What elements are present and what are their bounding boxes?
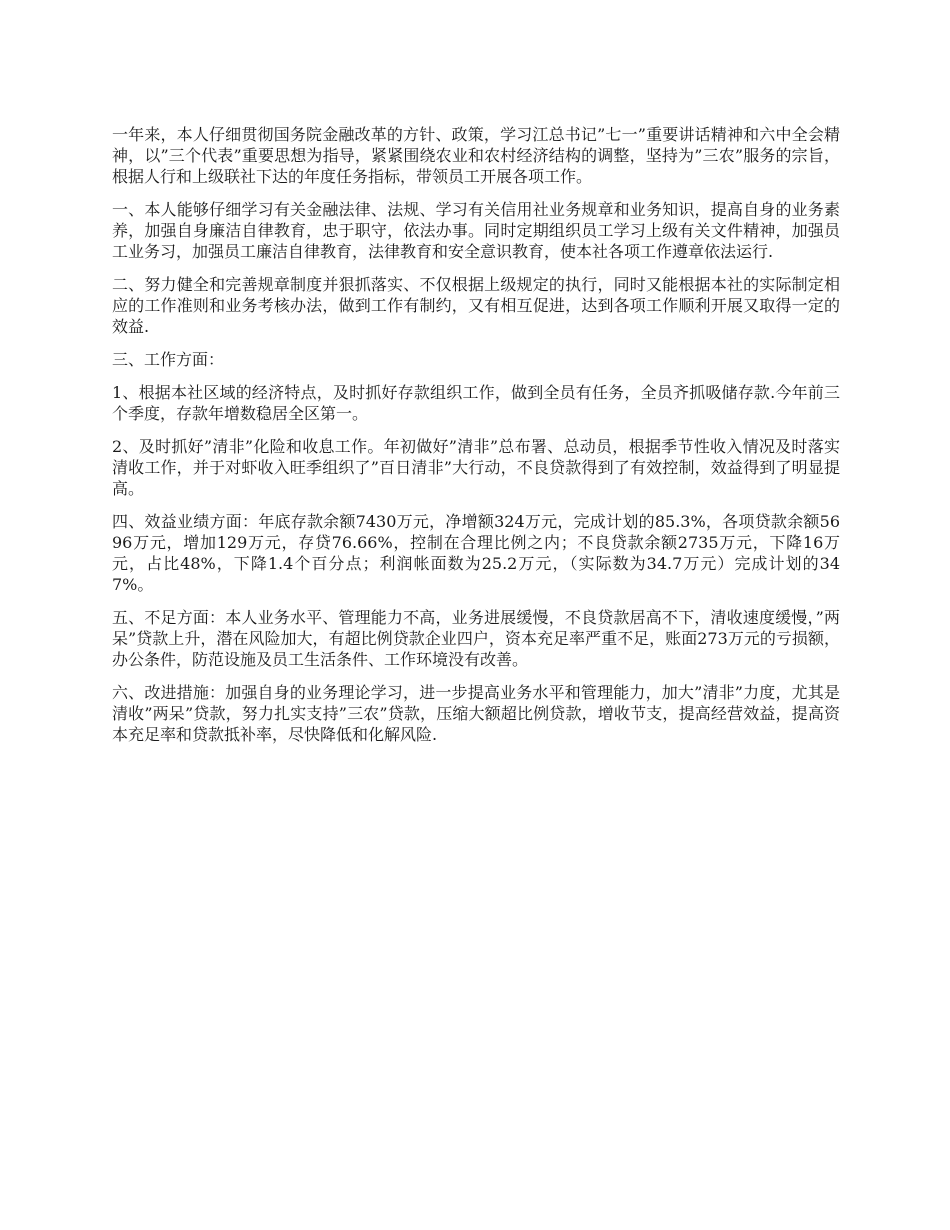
- paragraph-intro: 一年来，本人仔细贯彻国务院金融改革的方针、政策，学习江总书记”七一”重要讲话精神和六中全会精神，以”三个代表”重要思想为指导，紧紧围绕农业和农村经济结构的调整，坚持为”三农”服务的宗旨，根据人行和上级联社下达的年度任务指标，带领员工开展各项工作。: [112, 125, 840, 186]
- paragraph-section-1: 一、本人能够仔细学习有关金融法律、法规、学习有关信用社业务规章和业务知识，提高自身的业务素养，加强自身廉洁自律教育，忠于职守，依法办事。同时定期组织员工学习上级有关文件精神，加强员工业务习，加强员工廉洁自律教育，法律教育和安全意识教育，使本社各项工作遵章依法运行.: [112, 200, 840, 261]
- paragraph-section-6: 六、改进措施：加强自身的业务理论学习，进一步提高业务水平和管理能力，加大”清非”力度，尤其是清收”两呆”贷款，努力扎实支持”三农”贷款，压缩大额超比例贷款，增收节支，提高经营效益，提高资本充足率和贷款抵补率，尽快降低和化解风险.: [112, 683, 840, 744]
- paragraph-section-4: 四、效益业绩方面：年底存款余额7430万元，净增额324万元，完成计划的85.3%，各项贷款余额5696万元，增加129万元，存贷76.66%，控制在合理比例之内；不良贷款余额2735万元，下降16万元，占比48%，下降1.4个百分点；利润帐面数为25.2万元，（实际数为34.7万元）完成计划的347%。: [112, 512, 840, 594]
- document-body: [112, 124, 840, 757]
- paragraph-item-2: 2、及时抓好”清非”化险和收息工作。年初做好”清非”总布署、总动员，根据季节性收入情况及时落实清收工作，并于对虾收入旺季组织了”百日清非”大行动，不良贷款得到了有效控制，效益得到了明显提高。: [112, 437, 840, 498]
- paragraph-section-3-heading: 三、工作方面：: [112, 350, 225, 369]
- paragraph-section-5: 五、不足方面：本人业务水平、管理能力不高，业务进展缓慢，不良贷款居高不下，清收速度缓慢，”两呆”贷款上升，潜在风险加大，有超比例贷款企业四户，资本充足率严重不足，账面273万元的亏损额，办公条件，防范设施及员工生活条件、工作环境没有改善。: [112, 608, 840, 669]
- paragraph-item-1: 1、根据本社区域的经济特点，及时抓好存款组织工作，做到全员有任务，全员齐抓吸储存款.今年前三个季度，存款年增数稳居全区第一。: [112, 383, 840, 423]
- paragraph-section-2: 二、努力健全和完善规章制度并狠抓落实、不仅根据上级规定的执行，同时又能根据本社的实际制定相应的工作准则和业务考核办法，做到工作有制约，又有相互促进，达到各项工作顺利开展又取得一定的效益.: [112, 275, 840, 336]
